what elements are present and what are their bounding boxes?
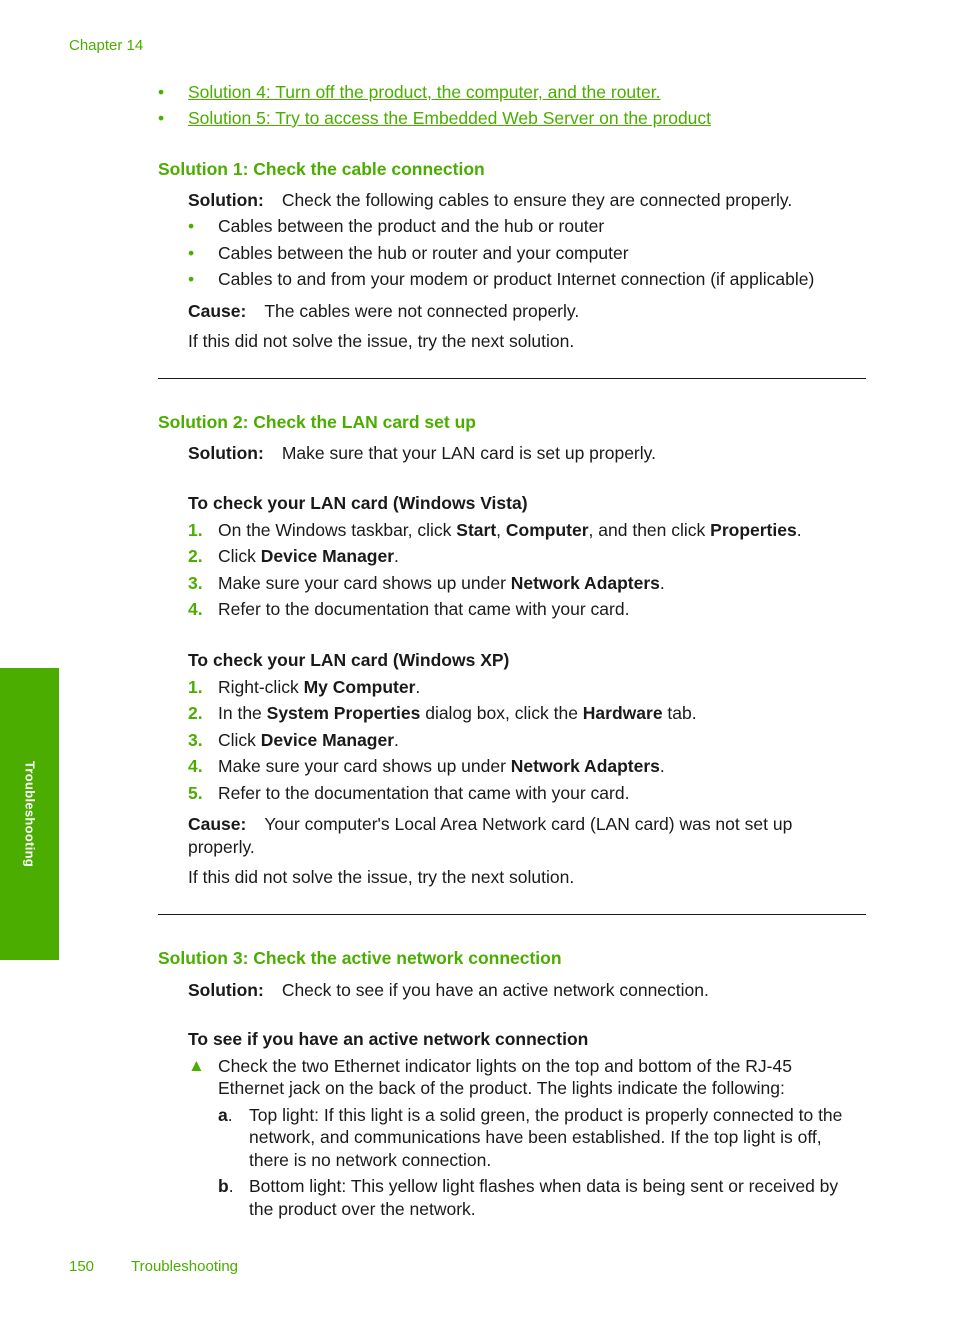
section-divider [158,378,866,379]
section-heading-solution-2: Solution 2: Check the LAN card set up [158,412,476,432]
toc-link-solution-5[interactable]: Solution 5: Try to access the Embedded Web Server on the product [188,108,712,128]
step-number: 2. [188,546,203,566]
step-number: 4. [188,756,203,776]
next-solution-note: If this did not solve the issue, try the next solution. [188,867,575,887]
solution-paragraph [188,979,709,1002]
step-item: Refer to the documentation that came with your card. [218,599,630,619]
step-text-continued: Ethernet jack on the back of the product. The lights indicate the following: [218,1078,785,1098]
list-item: Cables to and from your modem or product Internet connection (if applicable) [218,269,815,289]
step-number: 4. [188,599,203,619]
solution-text: Check to see if you have an active network connection. [281,980,709,1000]
bullet-icon: • [188,269,195,289]
step-item: Make sure your card shows up under Network Adapters. [218,756,665,776]
solution-label: Solution: [188,443,264,463]
list-item: Cables between the product and the hub or router [218,216,605,236]
step-item: Click Device Manager. [218,546,399,566]
solution-label: Solution: [188,980,264,1000]
side-tab [0,668,59,960]
step-item: Make sure your card shows up under Network Adapters. [218,573,665,593]
side-tab-label: Troubleshooting [22,760,37,868]
page-number: 150 [69,1258,95,1275]
bullet-icon: • [158,82,165,102]
step-item: Click Device Manager. [218,730,399,750]
triangle-step-icon: ▲ [188,1056,205,1075]
solution-text: Check the following cables to ensure they are connected properly. [281,190,793,210]
subheading-vista: To check your LAN card (Windows Vista) [188,493,528,513]
step-item: In the System Properties dialog box, click the Hardware tab. [218,703,697,723]
cause-text: Your computer's Local Area Network card (LAN card) was not set up [264,814,793,834]
sub-step-text: Top light: If this light is a solid green, the product is properly connected to the [249,1105,843,1125]
cause-text-continued: properly. [188,837,255,857]
chapter-label: Chapter 14 [69,37,144,54]
toc-item[interactable] [158,108,711,129]
step-number: 3. [188,573,203,593]
section-heading-solution-3: Solution 3: Check the active network connection [158,948,562,968]
toc-link-solution-4[interactable]: Solution 4: Turn off the product, the computer, and the router. [188,82,661,102]
toc-item[interactable] [158,82,660,103]
solution-paragraph [188,442,656,465]
list-item: Cables between the hub or router and your computer [218,243,629,263]
cause-text: The cables were not connected properly. [264,301,580,321]
solution-text: Make sure that your LAN card is set up properly. [281,443,656,463]
step-number: 3. [188,730,203,750]
solution-label: Solution: [188,190,264,210]
subheading-xp: To check your LAN card (Windows XP) [188,650,510,670]
section-divider [158,914,866,915]
cause-paragraph [188,813,792,836]
sub-step-marker: b. [218,1176,234,1196]
step-number: 2. [188,703,203,723]
sub-step-text: the product over the network. [249,1199,476,1219]
step-item: On the Windows taskbar, click Start, Computer, and then click Properties. [218,520,802,540]
step-item: Right-click My Computer. [218,677,421,697]
sub-step-marker: a. [218,1105,233,1125]
cause-paragraph [188,300,579,323]
sub-step-text: there is no network connection. [249,1150,492,1170]
subheading-active-connection: To see if you have an active network connection [188,1029,589,1049]
bullet-icon: • [188,216,195,236]
next-solution-note: If this did not solve the issue, try the next solution. [188,331,575,351]
step-number: 1. [188,677,203,697]
cause-label: Cause: [188,301,247,321]
sub-step-text: Bottom light: This yellow light flashes when data is being sent or received by [249,1176,839,1196]
bullet-icon: • [188,243,195,263]
sub-step-text: network, and communications have been established. If the top light is off, [249,1127,822,1147]
step-number: 5. [188,783,203,803]
bullet-icon: • [158,108,165,128]
step-item: Refer to the documentation that came with your card. [218,783,630,803]
section-heading-solution-1: Solution 1: Check the cable connection [158,159,485,179]
step-text: Check the two Ethernet indicator lights on the top and bottom of the RJ-45 [218,1056,792,1076]
solution-paragraph [188,189,792,212]
cause-label: Cause: [188,814,247,834]
footer-title: Troubleshooting [131,1258,239,1275]
step-number: 1. [188,520,203,540]
